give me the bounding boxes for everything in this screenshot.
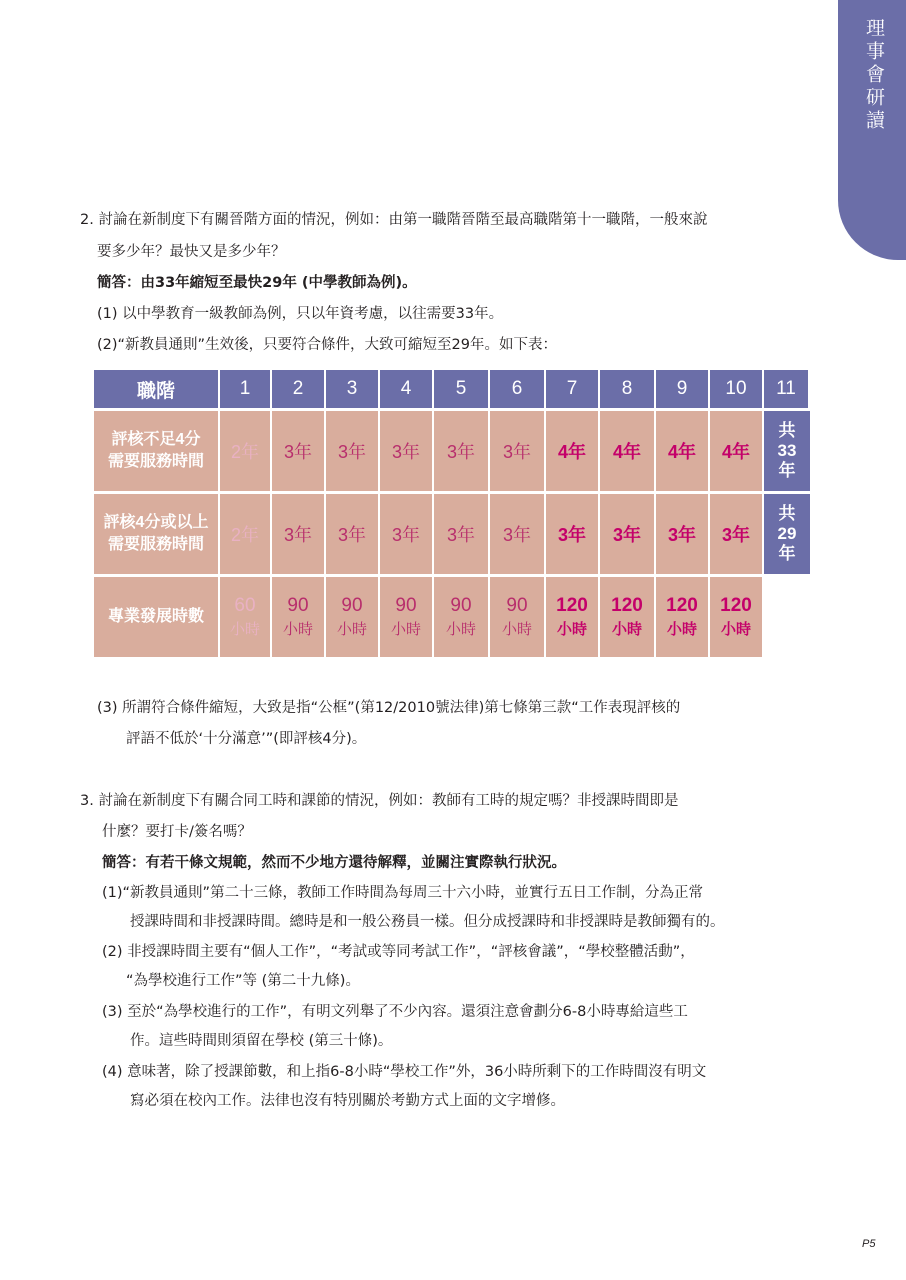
hours-value: 120 — [666, 594, 698, 616]
table-cell — [272, 574, 326, 657]
section3-point2-line1: (2) 非授課時間主要有“個人工作”，“考試或等同考試工作”，“評核會議”，“學校整體活動”， — [102, 944, 695, 960]
hours-value: 90 — [506, 594, 528, 616]
header-rank: 9 — [656, 370, 710, 408]
header-rank-label: 職階 — [94, 370, 220, 408]
hours-value: 60 — [234, 594, 256, 616]
hours-value: 90 — [287, 594, 309, 616]
section2-point1: (1) 以中學教育一級教師為例，只以年資考慮，以往需要33年。 — [97, 306, 504, 322]
row-label-line2: 需要服務時間 — [107, 453, 204, 470]
hours-unit: 小時 — [336, 620, 367, 638]
table-cell: 4年 — [710, 408, 764, 491]
hours-unit: 小時 — [390, 620, 421, 638]
table-cell: 3年 — [490, 408, 546, 491]
table-row — [94, 408, 810, 491]
hours-unit: 小時 — [501, 620, 532, 638]
table-cell: 3年 — [380, 408, 434, 491]
section3-question-line1: 3. 討論在新制度下有關合同工時和課節的情況，例如：教師有工時的規定嗎？非授課時間即是 — [80, 793, 679, 809]
table-cell — [220, 574, 272, 657]
section3-point3-line1: (3) 至於“為學校進行的工作”，有明文列舉了不少內容。還須注意會劃分6-8小時專給這些工 — [102, 1004, 688, 1020]
total-value: 33 — [777, 441, 797, 460]
table-cell: 3年 — [600, 491, 656, 574]
hours-unit: 小時 — [445, 620, 476, 638]
table-cell: 3年 — [272, 491, 326, 574]
header-rank: 8 — [600, 370, 656, 408]
table-cell — [710, 574, 764, 657]
table-cell: 3年 — [380, 491, 434, 574]
header-rank: 3 — [326, 370, 380, 408]
total-years-cell — [764, 408, 810, 491]
hours-value: 120 — [556, 594, 588, 616]
section3-point4-line2: 寫必須在校內工作。法律也沒有特別關於考勤方式上面的文字增修。 — [130, 1093, 565, 1109]
table-cell — [546, 574, 600, 657]
table-cell: 4年 — [600, 408, 656, 491]
table-cell: 3年 — [434, 408, 490, 491]
section2-point3-line2: 評語不低於‘十分滿意’”(即評核4分)。 — [126, 731, 367, 747]
table-cell: 3年 — [272, 408, 326, 491]
table-cell: 3年 — [656, 491, 710, 574]
total-unit: 年 — [778, 461, 796, 480]
empty-cell — [764, 574, 810, 657]
row-label — [94, 491, 220, 574]
table-cell — [434, 574, 490, 657]
table-cell — [490, 574, 546, 657]
hours-unit: 小時 — [720, 620, 751, 638]
section2-question-line2: 要多少年？最快又是多少年？ — [97, 244, 286, 260]
row-label-line1: 評核不足4分 — [111, 431, 201, 448]
header-rank: 5 — [434, 370, 490, 408]
total-value: 29 — [777, 524, 797, 543]
section3-point3-line2: 作。這些時間則須留在學校 (第三十條)。 — [130, 1033, 393, 1049]
section3-answer: 簡答：有若干條文規範，然而不少地方還待解釋，並關注實際執行狀況。 — [102, 855, 566, 871]
table-cell: 4年 — [546, 408, 600, 491]
section2-point2: (2)“新教員通則”生效後，只要符合條件，大致可縮短至29年。如下表： — [97, 337, 558, 353]
table-cell — [326, 574, 380, 657]
page-number: P5 — [862, 1238, 876, 1250]
row-label — [94, 408, 220, 491]
table-cell — [380, 574, 434, 657]
table-cell: 2年 — [220, 491, 272, 574]
table-cell: 3年 — [490, 491, 546, 574]
table-cell: 3年 — [326, 408, 380, 491]
header-rank: 1 — [220, 370, 272, 408]
header-rank: 2 — [272, 370, 326, 408]
hours-value: 90 — [395, 594, 417, 616]
total-prefix: 共 — [778, 421, 796, 440]
section-side-tab — [838, 0, 906, 260]
table-header-row — [94, 370, 810, 408]
hours-unit: 小時 — [666, 620, 697, 638]
section2-answer: 簡答：由33年縮短至最快29年 (中學教師為例)。 — [97, 275, 417, 291]
section3-point2-line2: “為學校進行工作”等 (第二十九條)。 — [126, 973, 360, 989]
table-cell — [656, 574, 710, 657]
hours-value: 90 — [450, 594, 472, 616]
hours-value: 120 — [611, 594, 643, 616]
side-tab-label: 理事會研讀 — [863, 18, 885, 133]
header-rank: 11 — [764, 370, 810, 408]
table-cell: 4年 — [656, 408, 710, 491]
row-label: 專業發展時數 — [94, 574, 220, 657]
header-rank: 7 — [546, 370, 600, 408]
hours-unit: 小時 — [282, 620, 313, 638]
table-cell: 2年 — [220, 408, 272, 491]
section2-question-line1: 2. 討論在新制度下有關晉階方面的情況，例如：由第一職階晉階至最高職階第十一職階，一般來說 — [80, 212, 708, 228]
table-cell: 3年 — [546, 491, 600, 574]
table-row — [94, 574, 810, 657]
table-cell: 3年 — [326, 491, 380, 574]
total-prefix: 共 — [778, 504, 796, 523]
section3-question-line2: 什麼？要打卡/簽名嗎？ — [102, 824, 252, 840]
hours-value: 120 — [720, 594, 752, 616]
table-cell — [600, 574, 656, 657]
header-rank: 10 — [710, 370, 764, 408]
table-cell: 3年 — [434, 491, 490, 574]
header-rank: 6 — [490, 370, 546, 408]
table-row — [94, 491, 810, 574]
hours-unit: 小時 — [611, 620, 642, 638]
hours-value: 90 — [341, 594, 363, 616]
row-label-line1: 評核4分或以上 — [103, 514, 209, 531]
hours-unit: 小時 — [229, 620, 260, 638]
section3-point1-line1: (1)“新教員通則”第二十三條，教師工作時間為每周三十六小時，並實行五日工作制，分為正常 — [102, 885, 704, 901]
header-rank: 4 — [380, 370, 434, 408]
table-cell: 3年 — [710, 491, 764, 574]
total-unit: 年 — [778, 544, 796, 563]
section3-point4-line1: (4) 意味著，除了授課節數，和上指6-8小時“學校工作”外，36小時所剩下的工作時間沒有明文 — [102, 1064, 707, 1080]
total-years-cell — [764, 491, 810, 574]
section3-point1-line2: 授課時間和非授課時間。總時是和一般公務員一樣。但分成授課時和非授課時是教師獨有的。 — [130, 914, 725, 930]
rank-promotion-table — [94, 370, 810, 657]
section2-point3-line1: (3) 所謂符合條件縮短，大致是指“公框”(第12/2010號法律)第七條第三款“工作表現評核的 — [97, 700, 681, 716]
hours-unit: 小時 — [556, 620, 587, 638]
row-label-line2: 需要服務時間 — [107, 536, 204, 553]
